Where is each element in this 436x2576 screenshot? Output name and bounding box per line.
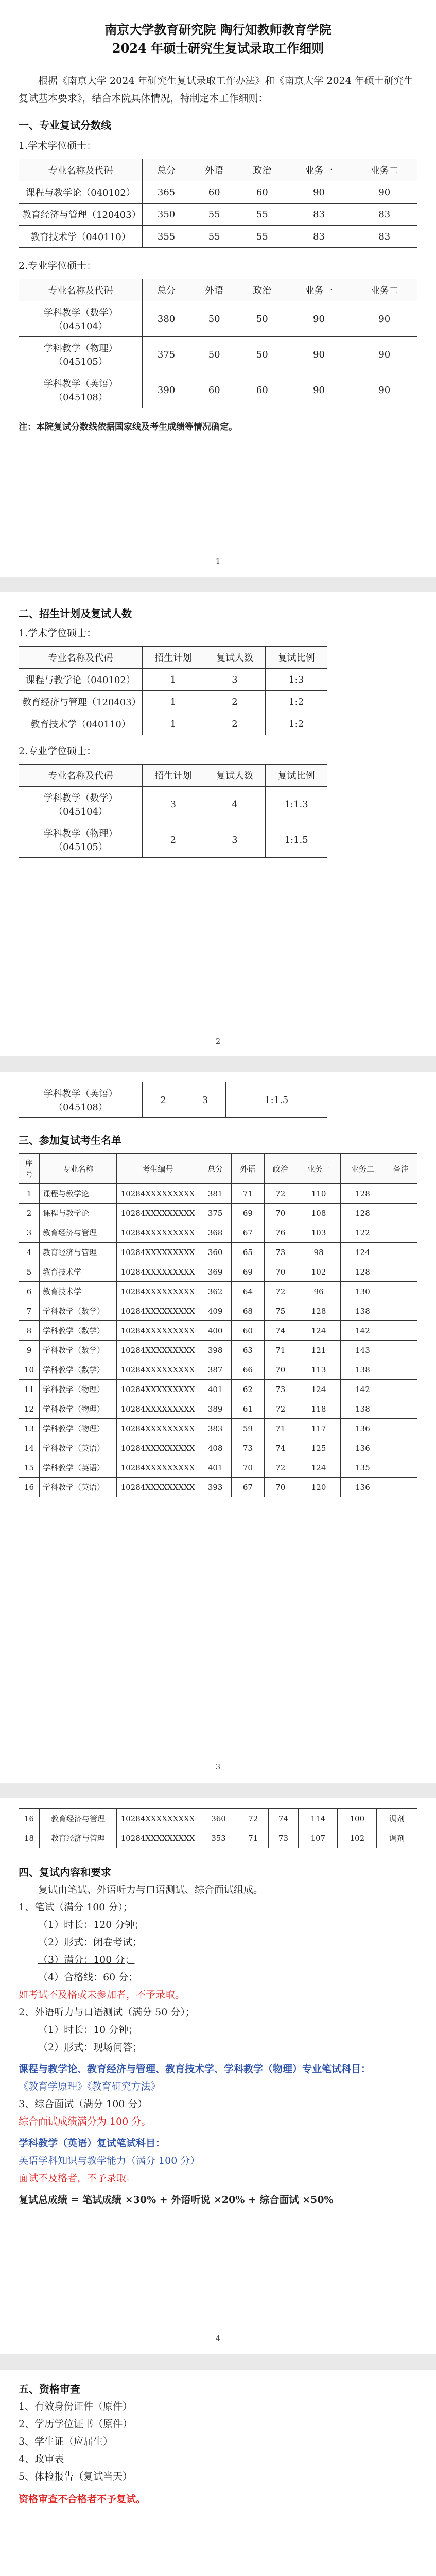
table-cell: 72 xyxy=(264,1458,297,1478)
table-cell: 108 xyxy=(297,1204,340,1223)
table-cell: 学科教学（物理） xyxy=(40,1419,117,1438)
table-cell: 10284XXXXXXXXX xyxy=(117,1478,199,1497)
table-cell: 76 xyxy=(264,1223,297,1243)
table-cell: 63 xyxy=(232,1341,264,1360)
table-cell: 10284XXXXXXXXX xyxy=(117,1360,199,1380)
table-cell: 103 xyxy=(297,1223,340,1243)
table-cell: 138 xyxy=(341,1301,385,1321)
table-cell: 10284XXXXXXXXX xyxy=(117,1184,199,1204)
table-cell: 12 xyxy=(19,1399,40,1419)
table-cell: 10284XXXXXXXXX xyxy=(117,1341,199,1360)
table-cell xyxy=(385,1223,417,1243)
table-cell: 117 xyxy=(297,1419,340,1438)
table-row: 学科教学（物理）（045105） 375 50 50 90 90 xyxy=(19,337,417,372)
list-item: （2）形式：现场问答； xyxy=(38,2042,143,2053)
table-header: 招生计划 xyxy=(143,647,204,669)
table-row: 课程与教学论（040102） 1 3 1:3 xyxy=(19,669,327,691)
table-cell xyxy=(385,1243,417,1262)
table-row: 学科教学（英语）（045108） 390 60 60 90 90 xyxy=(19,372,417,408)
table-cell: 121 xyxy=(297,1341,340,1360)
table-cell: 70 xyxy=(264,1360,297,1380)
blue-notice-detail: 《教育学原理》《教育研究方法》 xyxy=(19,2081,161,2092)
table-header: 业务一 xyxy=(297,1154,340,1184)
table-cell: 10284XXXXXXXXX xyxy=(117,1301,199,1321)
table-cell: 142 xyxy=(341,1321,385,1341)
table-row xyxy=(19,1438,417,1458)
table-header: 政治 xyxy=(238,159,286,181)
subsection-academic: 1.学术学位硕士： xyxy=(19,140,97,151)
table-cell: 135 xyxy=(341,1458,385,1478)
document-page-3 xyxy=(0,1072,436,1783)
section-title-5: 五、资格审查 xyxy=(19,2383,80,2395)
page-separator xyxy=(0,577,436,592)
table-header: 外语 xyxy=(232,1154,264,1184)
table-cell: 学科教学（英语） xyxy=(40,1438,117,1458)
document-page-1 xyxy=(0,0,436,577)
table-cell: 15 xyxy=(19,1458,40,1478)
document-page-5 xyxy=(0,2370,436,2576)
table-cell: 10284XXXXXXXXX xyxy=(117,1419,199,1438)
table-cell: 387 xyxy=(199,1360,232,1380)
table-header: 备注 xyxy=(385,1154,417,1184)
table-cell: 70 xyxy=(264,1204,297,1223)
table-cell: 393 xyxy=(199,1478,232,1497)
section-title-1: 一、专业复试分数线 xyxy=(19,119,111,131)
table-header: 业务一 xyxy=(286,279,352,301)
table-cell: 142 xyxy=(341,1380,385,1399)
table-cell: 课程与教学论 xyxy=(40,1184,117,1204)
table-cell: 1 xyxy=(19,1184,40,1204)
table-cell: 73 xyxy=(264,1243,297,1262)
table-cell: 128 xyxy=(341,1262,385,1282)
table-header: 总分 xyxy=(143,159,190,181)
table-row: 学科教学（物理）（045105） 2 3 1:1.5 xyxy=(19,822,327,858)
table-cell: 375 xyxy=(199,1204,232,1223)
cutoff-table-professional xyxy=(19,279,417,408)
table-cell: 68 xyxy=(232,1301,264,1321)
list-item: （1）时长：10 分钟； xyxy=(38,2024,138,2036)
candidate-list-table xyxy=(19,1153,417,1497)
table-row xyxy=(19,1204,417,1223)
table-cell: 66 xyxy=(232,1360,264,1380)
table-cell: 71 xyxy=(264,1419,297,1438)
table-cell: 60 xyxy=(232,1321,264,1341)
page-separator xyxy=(0,1056,436,1072)
section-title-2: 二、招生计划及复试人数 xyxy=(19,607,132,620)
list-item: （1）时长：120 分钟； xyxy=(38,1919,145,1930)
blue-notice: 学科教学（英语）复试笔试科目： xyxy=(19,2138,166,2149)
table-cell: 71 xyxy=(232,1184,264,1204)
page-number: 1 xyxy=(215,556,221,566)
plan-table-continued xyxy=(19,1082,327,1118)
cutoff-note: 注：本院复试分数线依据国家线及考生成绩等情况确定。 xyxy=(19,422,237,432)
table-cell: 128 xyxy=(341,1204,385,1223)
table-cell: 73 xyxy=(232,1438,264,1458)
plan-table-professional xyxy=(19,764,327,858)
table-cell: 130 xyxy=(341,1282,385,1301)
candidate-list-table-continued xyxy=(19,1808,417,1848)
table-row: 18 教育经济与管理 10284XXXXXXXXX 353 71 73 107 102 调剂 xyxy=(19,1828,417,1848)
table-cell: 383 xyxy=(199,1419,232,1438)
page-number: 4 xyxy=(215,2334,221,2343)
table-cell: 128 xyxy=(341,1184,385,1204)
table-cell: 5 xyxy=(19,1262,40,1282)
table-cell: 8 xyxy=(19,1321,40,1341)
table-cell: 110 xyxy=(297,1184,340,1204)
subsection-academic-plan: 1.学术学位硕士： xyxy=(19,628,97,639)
intro-paragraph: 根据《南京大学 2024 年研究生复试录取工作办法》和《南京大学 2024 年硕士研究生复试基本要求》，结合本院具体情况，特制定本工作细则： xyxy=(19,75,413,104)
table-cell: 136 xyxy=(341,1478,385,1497)
table-cell: 124 xyxy=(297,1321,340,1341)
section-title-3: 三、参加复试考生名单 xyxy=(19,1134,121,1146)
table-cell: 400 xyxy=(199,1321,232,1341)
table-cell: 401 xyxy=(199,1458,232,1478)
table-cell: 10284XXXXXXXXX xyxy=(117,1380,199,1399)
table-cell: 408 xyxy=(199,1438,232,1458)
table-cell: 4 xyxy=(19,1243,40,1262)
table-header: 政治 xyxy=(238,279,286,301)
table-cell: 学科教学（物理） xyxy=(40,1380,117,1399)
table-header: 总分 xyxy=(199,1154,232,1184)
red-notice: 综合面试成绩满分为 100 分。 xyxy=(19,2116,151,2127)
table-cell: 课程与教学论 xyxy=(40,1204,117,1223)
table-cell: 64 xyxy=(232,1282,264,1301)
table-cell: 362 xyxy=(199,1282,232,1301)
table-cell: 124 xyxy=(297,1380,340,1399)
table-cell xyxy=(385,1262,417,1282)
subsection-professional: 2.专业学位硕士： xyxy=(19,260,97,272)
table-cell xyxy=(385,1380,417,1399)
list-item: 5、体检报告（复试当天） xyxy=(19,2471,133,2482)
table-cell: 6 xyxy=(19,1282,40,1301)
table-cell: 10284XXXXXXXXX xyxy=(117,1282,199,1301)
table-cell: 125 xyxy=(297,1438,340,1458)
list-item: （3）满分：100 分； xyxy=(38,1954,135,1965)
table-cell: 11 xyxy=(19,1380,40,1399)
table-cell: 389 xyxy=(199,1399,232,1419)
table-cell: 3 xyxy=(19,1223,40,1243)
table-row xyxy=(19,1321,417,1341)
table-cell: 72 xyxy=(264,1282,297,1301)
table-row: 学科教学（英语）（045108） 2 3 1:1.5 xyxy=(19,1082,327,1118)
table-row: 课程与教学论（040102） 365 60 60 90 90 xyxy=(19,181,417,204)
table-cell: 136 xyxy=(341,1438,385,1458)
final-score-formula: 复试总成绩 = 笔试成绩 ×30% + 外语听说 ×20% + 综合面试 ×50% xyxy=(19,2194,334,2206)
table-cell xyxy=(385,1204,417,1223)
table-cell xyxy=(385,1478,417,1497)
blue-notice: 课程与教学论、教育经济与管理、教育技术学、学科教学（物理）专业笔试科目： xyxy=(19,2063,371,2075)
table-cell: 学科教学（数学） xyxy=(40,1301,117,1321)
table-cell: 教育经济与管理 xyxy=(40,1223,117,1243)
table-cell: 70 xyxy=(264,1262,297,1282)
table-cell: 教育技术学 xyxy=(40,1262,117,1282)
table-row: 学科教学（数学）（045104） 380 50 50 90 90 xyxy=(19,301,417,337)
table-cell: 62 xyxy=(232,1380,264,1399)
table-cell: 138 xyxy=(341,1399,385,1419)
table-cell: 10284XXXXXXXXX xyxy=(117,1262,199,1282)
table-header: 政治 xyxy=(264,1154,297,1184)
table-cell: 96 xyxy=(297,1282,340,1301)
table-row xyxy=(19,1478,417,1497)
table-cell: 67 xyxy=(232,1478,264,1497)
table-header: 业务二 xyxy=(352,279,417,301)
table-cell: 学科教学（数学） xyxy=(40,1341,117,1360)
table-row xyxy=(19,1419,417,1438)
table-cell: 124 xyxy=(341,1243,385,1262)
table-cell: 10284XXXXXXXXX xyxy=(117,1243,199,1262)
table-cell: 360 xyxy=(199,1243,232,1262)
table-cell: 73 xyxy=(264,1380,297,1399)
table-header: 序号 xyxy=(19,1154,40,1184)
table-cell xyxy=(385,1184,417,1204)
table-cell: 教育经济与管理 xyxy=(40,1243,117,1262)
table-row: 16 教育经济与管理 10284XXXXXXXXX 360 72 74 114 100 调剂 xyxy=(19,1809,417,1828)
table-cell: 102 xyxy=(297,1262,340,1282)
table-cell: 10284XXXXXXXXX xyxy=(117,1438,199,1458)
list-item: 2、学历学位证书（原件） xyxy=(19,2418,133,2430)
table-cell: 124 xyxy=(297,1458,340,1478)
list-item: 2、外语听力与口语测试（满分 50 分）； xyxy=(19,2007,195,2018)
table-cell: 学科教学（英语） xyxy=(40,1458,117,1478)
list-item: 1、笔试（满分 100 分）； xyxy=(19,1902,133,1913)
list-item: 3、综合面试（满分 100 分） xyxy=(19,2098,148,2110)
table-row xyxy=(19,1458,417,1478)
table-header: 考生编号 xyxy=(117,1154,199,1184)
table-cell: 128 xyxy=(297,1301,340,1321)
table-cell xyxy=(385,1360,417,1380)
table-cell: 113 xyxy=(297,1360,340,1380)
table-cell xyxy=(385,1399,417,1419)
table-cell: 98 xyxy=(297,1243,340,1262)
table-header: 专业名称及代码 xyxy=(19,765,143,787)
table-cell: 10284XXXXXXXXX xyxy=(117,1399,199,1419)
red-notice: 资格审查不合格者不予复试。 xyxy=(19,2494,146,2505)
table-cell: 69 xyxy=(232,1204,264,1223)
table-row xyxy=(19,1262,417,1282)
page-separator xyxy=(0,1783,436,1798)
table-cell: 10284XXXXXXXXX xyxy=(117,1458,199,1478)
table-row: 教育经济与管理（120403） 1 2 1:2 xyxy=(19,691,327,713)
table-header: 业务二 xyxy=(352,159,417,181)
table-cell xyxy=(385,1438,417,1458)
table-cell: 70 xyxy=(264,1478,297,1497)
table-cell: 13 xyxy=(19,1419,40,1438)
table-row xyxy=(19,1380,417,1399)
table-cell: 122 xyxy=(341,1223,385,1243)
table-header: 复试人数 xyxy=(204,647,266,669)
table-header: 复试比例 xyxy=(266,765,327,787)
table-cell: 120 xyxy=(297,1478,340,1497)
page-number: 3 xyxy=(215,1762,221,1771)
blue-notice-detail: 英语学科知识与教学能力（满分 100 分） xyxy=(19,2155,200,2166)
table-cell: 409 xyxy=(199,1301,232,1321)
page-number: 2 xyxy=(215,1037,221,1046)
table-cell: 学科教学（英语） xyxy=(40,1478,117,1497)
table-cell: 2 xyxy=(19,1204,40,1223)
document-page-4 xyxy=(0,1798,436,2354)
table-cell xyxy=(385,1341,417,1360)
document-title: 南京大学教育研究院 陶行知教师教育学院 2024 年硕士研究生复试录取工作细则 xyxy=(104,22,332,56)
section-title-4: 四、复试内容和要求 xyxy=(19,1866,111,1878)
subsection-professional-plan: 2.专业学位硕士： xyxy=(19,745,97,757)
table-header: 业务二 xyxy=(341,1154,385,1184)
table-cell: 143 xyxy=(341,1341,385,1360)
document-page-2 xyxy=(0,592,436,1056)
table-header: 复试人数 xyxy=(204,765,266,787)
table-row xyxy=(19,1223,417,1243)
plan-table-academic xyxy=(19,646,327,735)
table-cell: 401 xyxy=(199,1380,232,1399)
table-cell: 74 xyxy=(264,1438,297,1458)
red-notice: 如考试不及格或未参加者，不予录取。 xyxy=(19,1989,185,2001)
list-item: 1、有效身份证件（原件） xyxy=(19,2401,133,2412)
list-item: （2）形式：闭卷考试； xyxy=(38,1937,143,1948)
table-cell: 学科教学（物理） xyxy=(40,1399,117,1419)
table-cell xyxy=(385,1419,417,1438)
table-cell: 71 xyxy=(264,1341,297,1360)
list-item: 3、学生证（应届生） xyxy=(19,2436,113,2447)
table-cell: 74 xyxy=(264,1321,297,1341)
table-header: 招生计划 xyxy=(143,765,204,787)
table-cell xyxy=(385,1458,417,1478)
list-item: 4、政审表 xyxy=(19,2453,64,2465)
table-header: 专业名称及代码 xyxy=(19,647,143,669)
table-cell: 69 xyxy=(232,1262,264,1282)
table-cell xyxy=(385,1321,417,1341)
table-row: 教育技术学（040110） 1 2 1:2 xyxy=(19,713,327,735)
table-cell xyxy=(385,1282,417,1301)
table-header: 总分 xyxy=(143,279,190,301)
table-cell: 学科教学（数学） xyxy=(40,1360,117,1380)
table-cell: 10284XXXXXXXXX xyxy=(117,1321,199,1341)
table-cell: 369 xyxy=(199,1262,232,1282)
table-cell: 10284XXXXXXXXX xyxy=(117,1204,199,1223)
table-row: 教育经济与管理（120403） 350 55 55 83 83 xyxy=(19,204,417,226)
table-row xyxy=(19,1360,417,1380)
table-row xyxy=(19,1243,417,1262)
table-cell: 7 xyxy=(19,1301,40,1321)
table-header: 专业名称及代码 xyxy=(19,159,143,181)
section-4-lead: 复试由笔试、外语听力与口语测试、综合面试组成。 xyxy=(38,1884,264,1895)
table-cell: 10 xyxy=(19,1360,40,1380)
table-header: 外语 xyxy=(190,279,238,301)
table-row xyxy=(19,1282,417,1301)
table-cell: 381 xyxy=(199,1184,232,1204)
table-cell: 118 xyxy=(297,1399,340,1419)
table-cell: 368 xyxy=(199,1223,232,1243)
table-row xyxy=(19,1341,417,1360)
table-cell: 67 xyxy=(232,1223,264,1243)
table-cell xyxy=(385,1301,417,1321)
table-cell: 10284XXXXXXXXX xyxy=(117,1223,199,1243)
table-cell: 138 xyxy=(341,1360,385,1380)
table-cell: 学科教学（数学） xyxy=(40,1321,117,1341)
table-row xyxy=(19,1399,417,1419)
list-item: （4）合格线：60 分； xyxy=(38,1972,138,1983)
cutoff-table-academic xyxy=(19,159,417,248)
table-cell: 59 xyxy=(232,1419,264,1438)
table-cell: 136 xyxy=(341,1419,385,1438)
table-cell: 75 xyxy=(264,1301,297,1321)
table-cell: 398 xyxy=(199,1341,232,1360)
table-header: 复试比例 xyxy=(266,647,327,669)
table-row xyxy=(19,1301,417,1321)
table-cell: 16 xyxy=(19,1478,40,1497)
table-cell: 9 xyxy=(19,1341,40,1360)
table-header: 专业名称 xyxy=(40,1154,117,1184)
table-row xyxy=(19,1184,417,1204)
table-cell: 教育技术学 xyxy=(40,1282,117,1301)
red-notice: 面试不及格者，不予录取。 xyxy=(19,2173,136,2184)
table-cell: 72 xyxy=(264,1399,297,1419)
table-cell: 65 xyxy=(232,1243,264,1262)
table-cell: 70 xyxy=(232,1458,264,1478)
table-row: 学科教学（数学）（045104） 3 4 1:1.3 xyxy=(19,787,327,822)
table-header: 专业名称及代码 xyxy=(19,279,143,301)
table-row: 教育技术学（040110） 355 55 55 83 83 xyxy=(19,226,417,248)
table-cell: 61 xyxy=(232,1399,264,1419)
table-header: 外语 xyxy=(190,159,238,181)
page-separator xyxy=(0,2354,436,2370)
table-cell: 72 xyxy=(264,1184,297,1204)
table-cell: 14 xyxy=(19,1438,40,1458)
table-header: 业务一 xyxy=(286,159,352,181)
